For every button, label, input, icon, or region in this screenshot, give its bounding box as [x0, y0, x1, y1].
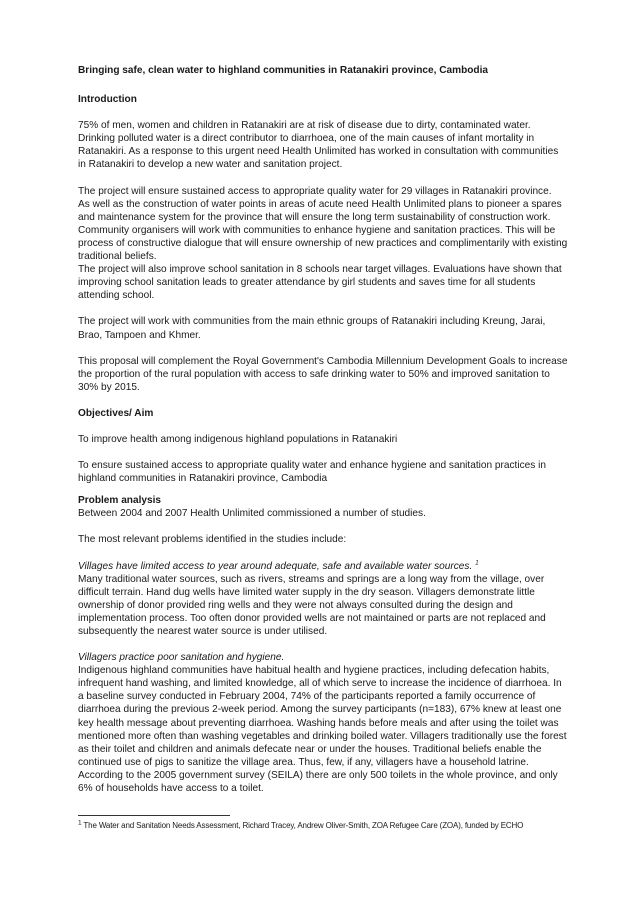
intro-paragraph-2d: The project will also improve school sanitation in 8 schools near target villages. Evaluations have shown that improving school sanitation leads to greater attendance by girl students and saves time for all students attending school. — [78, 264, 562, 302]
problem-paragraph-1: Between 2004 and 2007 Health Unlimited commissioned a number of studies. — [78, 508, 426, 520]
footnote-reference: 1 — [475, 559, 479, 567]
document-title: Bringing safe, clean water to highland communities in Ratanakiri province, Cambodia — [78, 65, 488, 76]
subheading-water-access-text: Villages have limited access to year around adequate, safe and available water sources. — [78, 560, 473, 572]
intro-paragraph-2a: The project will ensure sustained access to appropriate quality water for 29 villages in Ratanakiri province. — [78, 185, 552, 197]
subheading-water-access — [78, 560, 568, 573]
intro-paragraph-3: The project will work with communities from the main ethnic groups of Ratanakiri including Kreung, Jarai, Brao, Tampoen and Khmer. — [78, 316, 546, 341]
objectives-heading: Objectives/ Aim — [78, 407, 154, 419]
footnote-text: The Water and Sanitation Needs Assessment, Richard Tracey, Andrew Oliver-Smith, ZOA Refugee Care (ZOA), funded by ECHO — [83, 821, 524, 830]
problem-paragraph-2: The most relevant problems identified in the studies include: — [78, 534, 347, 546]
footnote-separator — [78, 815, 230, 816]
footnote-mark: 1 — [78, 819, 82, 827]
intro-paragraph-2b: As well as the construction of water points in areas of acute need Health Unlimited plans to pioneer a spares and maintenance system for the province that will ensure the long term sustainability of construction work. — [78, 198, 562, 223]
document-page — [78, 64, 568, 795]
intro-paragraph-4: This proposal will complement the Royal Government's Cambodia Millennium Development Goals to increase the proportion of the rural population with access to safe drinking water to 50% and improved sanitation to 30% by 2015. — [78, 355, 568, 393]
water-access-body: Many traditional water sources, such as rivers, streams and springs are a long way from the village, over difficult terrain. Hand dug wells have limited water supply in the dry season. Villagers demonstrate little ownership of donor provided ring wells and they were not always consulted during the design and implementation process. Too often donor provided wells are not maintained or parts are not replaced and subsequently the nearest water source is under utilised. — [78, 573, 546, 637]
subheading-sanitation: Villagers practice poor sanitation and hygiene. — [78, 652, 285, 664]
footnote — [78, 821, 568, 832]
intro-paragraph-1: 75% of men, women and children in Ratanakiri are at risk of disease due to dirty, contaminated water. Drinking polluted water is a direct contributor to diarrhoea, one of the main causes of infant mortality in Ratanakiri. As a response to this urgent need Health Unlimited has worked in consultation with communities in Ratanakiri to develop a new water and sanitation project. — [78, 120, 559, 171]
introduction-heading: Introduction — [78, 94, 137, 106]
objective-1: To improve health among indigenous highland populations in Ratanakiri — [78, 433, 398, 445]
sanitation-body: Indigenous highland communities have habitual health and hygiene practices, including defecation habits, infrequent hand washing, and limited knowledge, all of which serve to increase the incidence of diarrhoea. In a baseline survey conducted in February 2004, 74% of the participants reported a family occurrence of diarrhoea during the previous 2-week period. Among the survey participants (n=183), 67% knew at least one key health message about preventing diarrhoea. Washing hands before meals and after using the toilet was mentioned more often than washing vegetables and drinking boiled water. Villagers traditionally use the forest as their toilet and children and animals defecate near or under the houses. Traditional beliefs enable the continued use of pigs to sanitize the village area. Thus, few, if any, villagers have a household latrine. According to the 2005 government survey (SEILA) there are only 500 toilets in the whole province, and only 6% of households have access to a toilet. — [78, 665, 567, 795]
problem-analysis-heading: Problem analysis — [78, 495, 162, 507]
intro-paragraph-2c: Community organisers will work with communities to enhance hygiene and sanitation practices. This will be process of constructive dialogue that will ensure ownership of new practices and complimentarily with existing traditional beliefs. — [78, 224, 568, 263]
objective-2: To ensure sustained access to appropriate quality water and enhance hygiene and sanitation practices in highland communities in Ratanakiri province, Cambodia — [78, 460, 546, 485]
